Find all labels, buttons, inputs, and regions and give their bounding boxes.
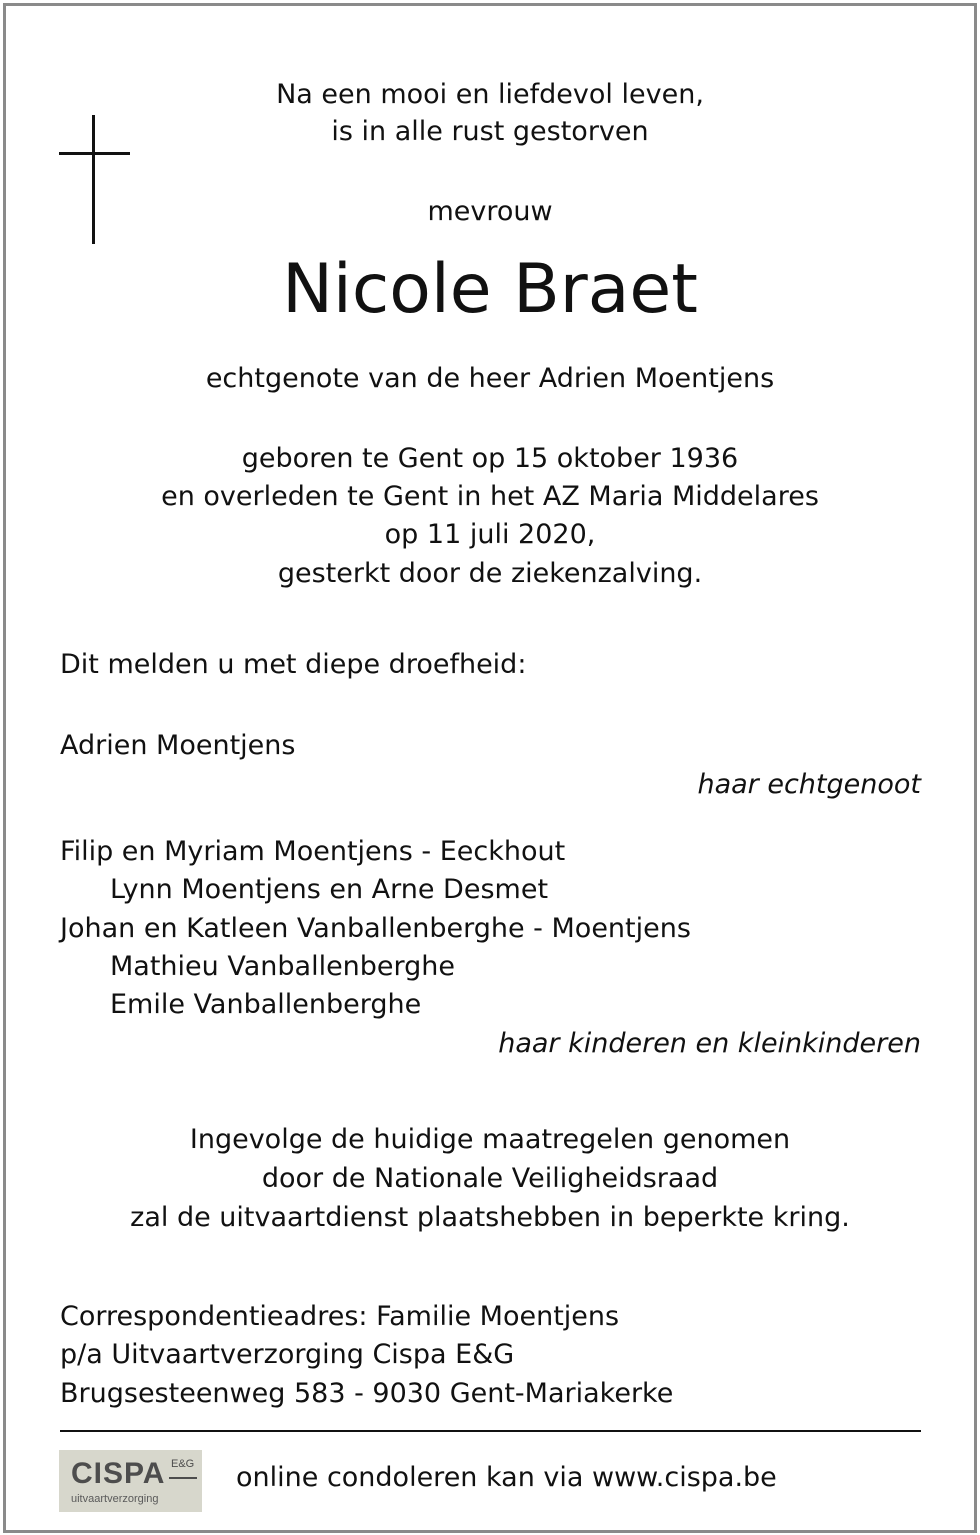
announcement: Dit melden u met diepe droefheid: [60,649,527,680]
correspondence-line-3: Brugsesteenweg 583 - 9030 Gent-Mariakerke [60,1378,674,1409]
death-line: en overleden te Gent in het AZ Maria Middelares [161,481,819,512]
logo-bar [169,1477,197,1479]
logo-text: CISPA [71,1457,166,1490]
title: mevrouw [427,196,553,227]
family-member: Mathieu Vanballenberghe [110,951,456,982]
spouse-role: haar echtgenoot [697,769,921,800]
deceased-name: Nicole Braet [282,250,698,329]
family-member: Lynn Moentjens en Arne Desmet [110,874,549,905]
notice-line-3: zal de uitvaartdienst plaatshebben in beperkte kring. [130,1202,850,1233]
intro-line-1: Na een mooi en liefdevol leven, [276,79,704,110]
death-date-line: op 11 juli 2020, [384,519,596,550]
logo-sup: E&G [171,1458,195,1470]
notice-line-1: Ingevolge de huidige maatregelen genomen [189,1124,791,1155]
birth-line: geboren te Gent op 15 oktober 1936 [241,443,739,474]
family-member: Johan en Katleen Vanballenberghe - Moentjens [60,913,691,944]
family-member: Emile Vanballenberghe [110,989,422,1020]
correspondence-line-1: Correspondentieadres: Familie Moentjens [60,1301,620,1332]
family-member: Filip en Myriam Moentjens - Eeckhout [60,836,566,867]
notice-line-2: door de Nationale Veiligheidsraad [261,1163,719,1194]
logo-subtitle: uitvaartverzorging [71,1493,159,1505]
divider [60,1430,921,1432]
intro-line-2: is in alle rust gestorven [331,116,649,147]
online-condolences-text: online condoleren kan via www.cispa.be [236,1462,777,1493]
correspondence-line-2: p/a Uitvaartverzorging Cispa E&G [60,1339,515,1370]
cispa-logo [59,1450,202,1512]
spouse-name: Adrien Moentjens [60,730,296,761]
children-role: haar kinderen en kleinkinderen [498,1028,921,1059]
spouse-line: echtgenote van de heer Adrien Moentjens [205,363,775,394]
sacrament-line: gesterkt door de ziekenzalving. [277,558,703,589]
